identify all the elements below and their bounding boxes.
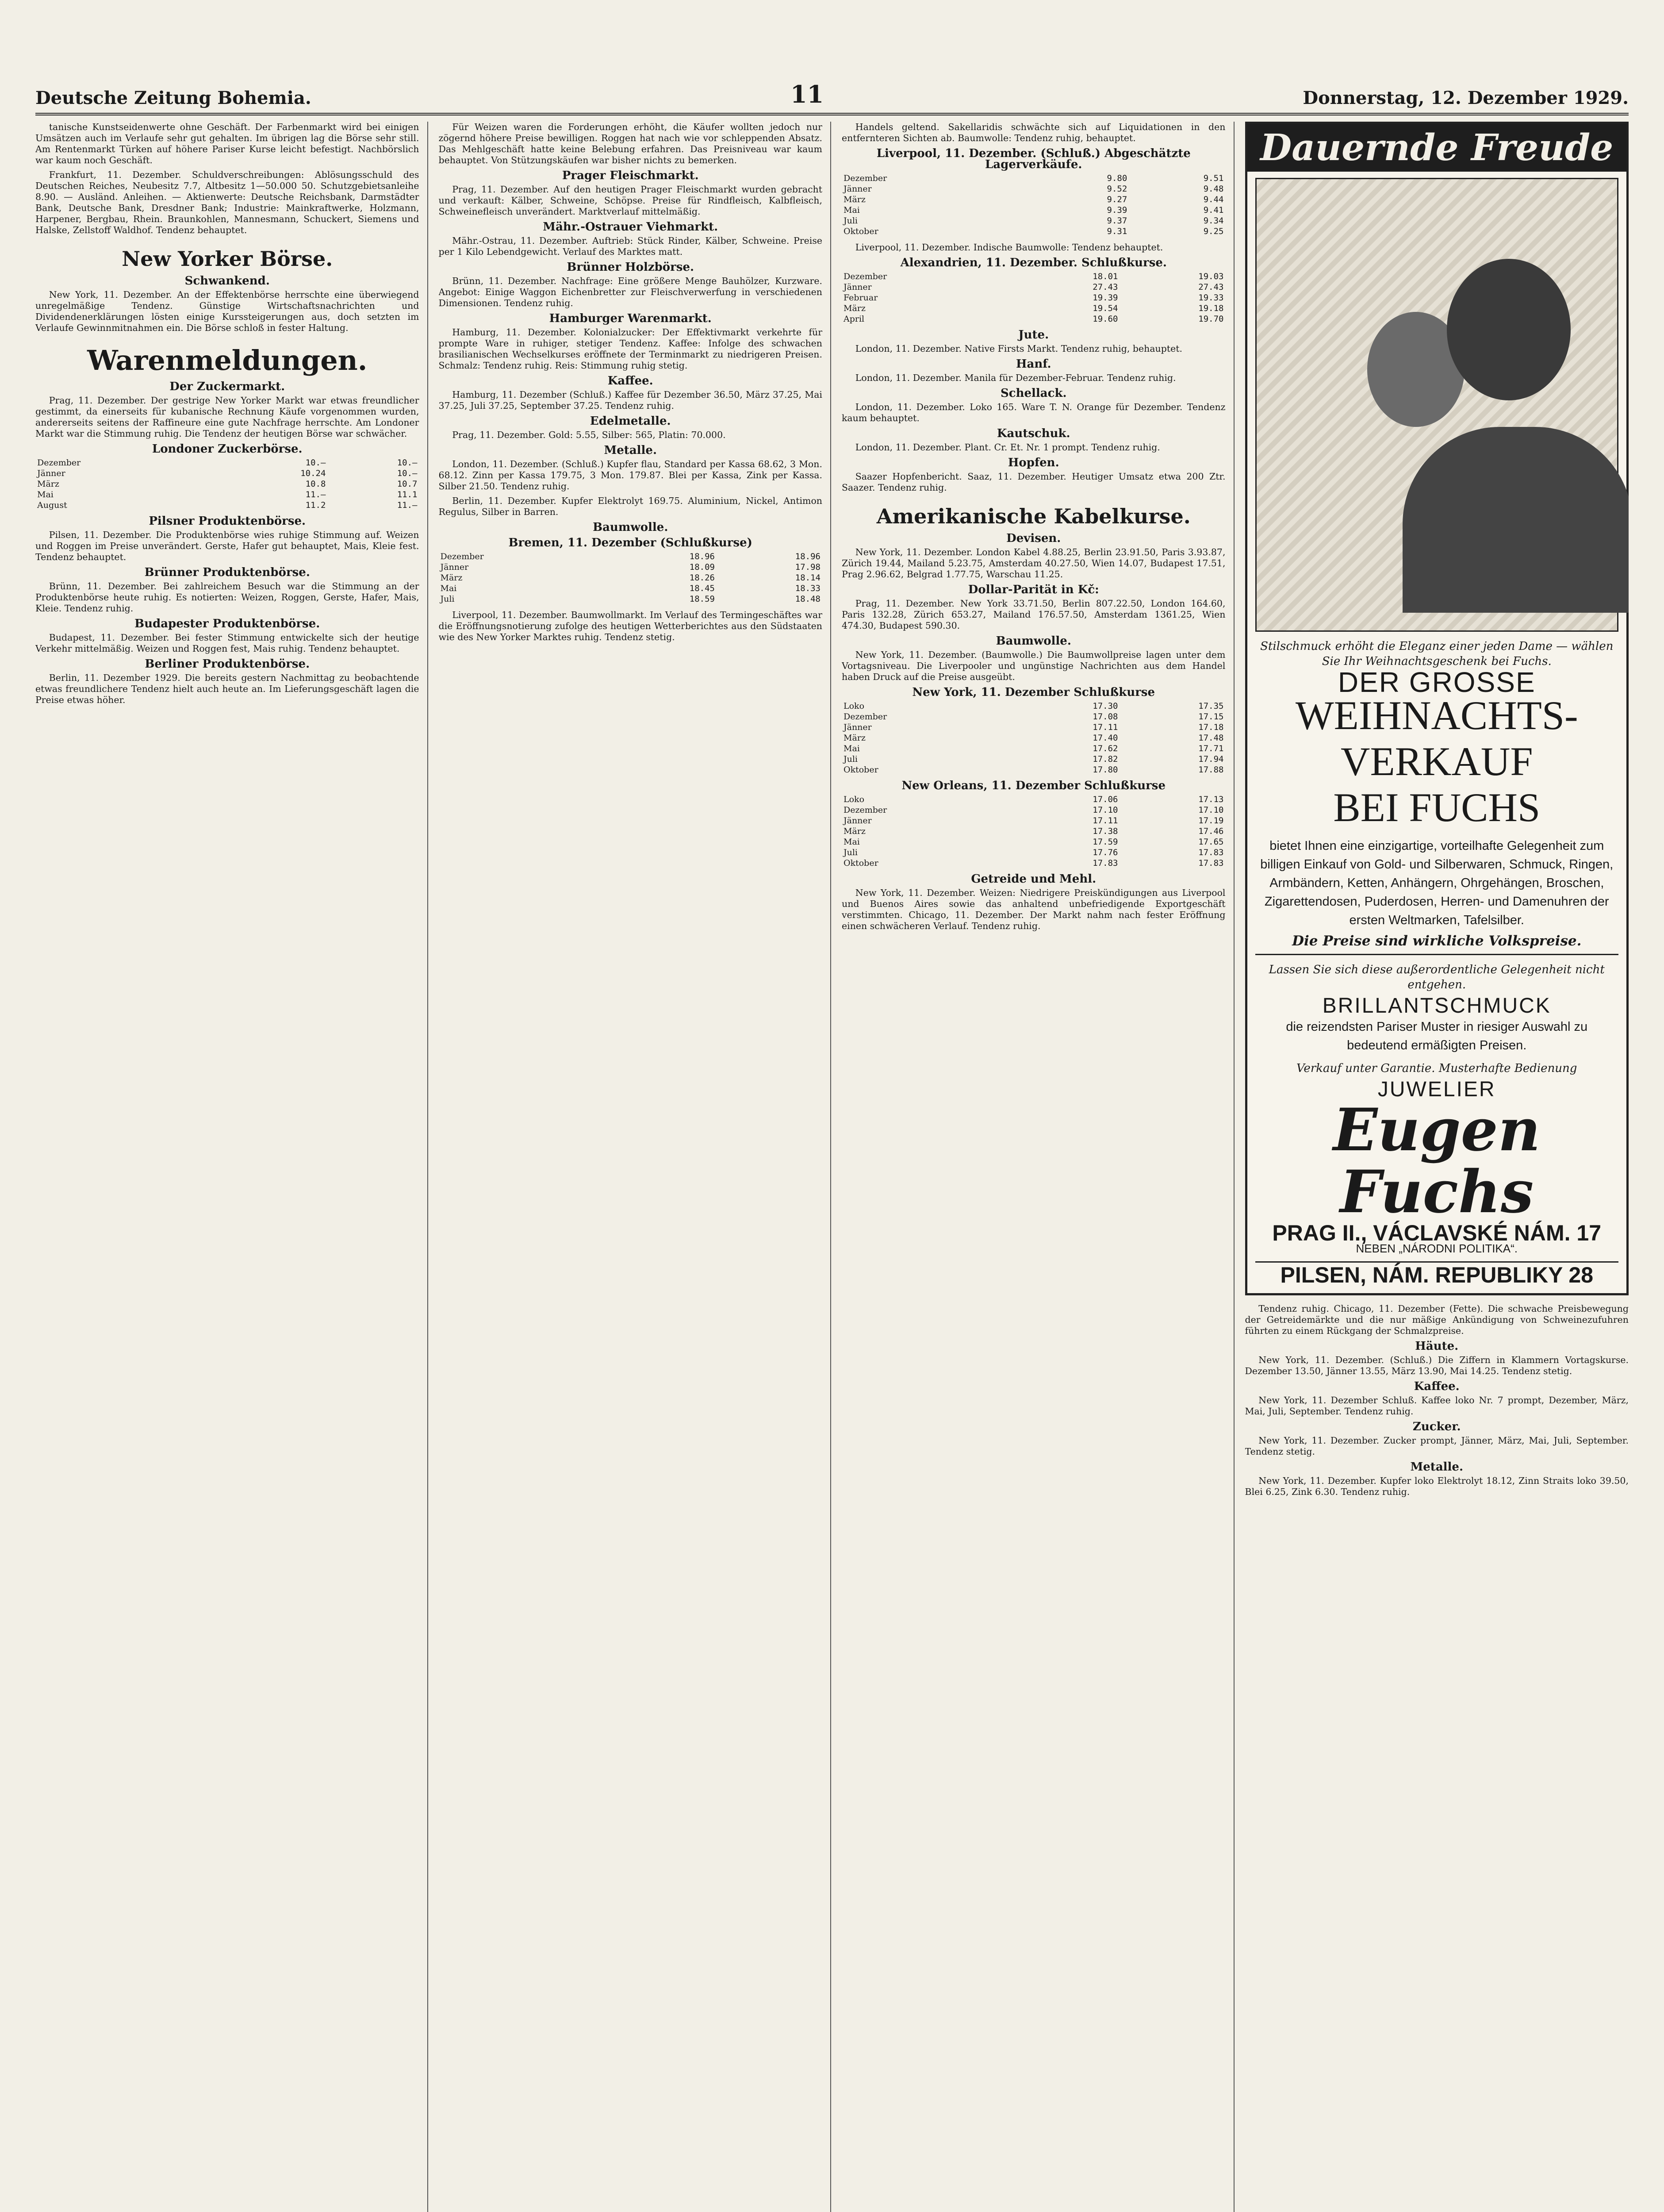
table-row (35, 500, 419, 511)
table-row (842, 837, 1226, 847)
columns (35, 122, 1629, 2212)
page-header (35, 82, 1629, 115)
subheading: Kaffee. (1414, 1380, 1460, 1393)
table-cell: 17.82 (1093, 754, 1118, 764)
table-cell: Mai (844, 837, 860, 847)
ad-body-text: Verkauf unter Garantie. Musterhafte Bedienung (1296, 1062, 1577, 1075)
table-cell: 17.83 (1198, 848, 1224, 857)
table-cell: 17.08 (1093, 712, 1118, 722)
table-cell: 17.38 (1093, 826, 1118, 836)
table-cell: Dezember (440, 552, 484, 561)
table-cell: Dezember (844, 173, 887, 183)
table-cell: 11.1 (397, 490, 418, 499)
table-cell: 17.83 (1198, 858, 1224, 868)
article-text: New York, 11. Dezember. Weizen: Niedrigere Preiskündigungen aus Liverpool und Buenos Aires sowie das anhaltend unbefriedigende Exportgeschäft verstimmten. Chicago, 11. Dezember. Der Markt nahm nach fester Eröffnung einen schwächeren Verlauf. Tendenz ruhig. (842, 887, 1226, 931)
subheading: Der Zuckermarkt. (169, 380, 285, 393)
article-text: Brünn, 11. Dezember. Bei zahlreichem Besuch war die Stimmung an der Produktenbörse heute ruhig. Es notierten: Weizen, Roggen, Gerste, Hafer, Mais, Kleie. Tendenz ruhig. (35, 581, 419, 614)
table-cell: März (37, 479, 59, 489)
article-text: Saazer Hopfenbericht. Saaz, 11. Dezember. Heutiger Umsatz etwa 200 Ztr. Saazer. Tendenz ruhig. (842, 471, 1226, 493)
table-cell: Juli (844, 848, 858, 857)
ad-headline: WEIHNACHTS- (1295, 693, 1578, 738)
subheading: Kautschuk. (997, 427, 1070, 440)
ad-logo: Eugen Fuchs (1333, 1096, 1541, 1226)
table-cell: 18.26 (689, 573, 715, 583)
article-text: Liverpool, 11. Dezember. Indische Baumwolle: Tendenz behauptet. (855, 242, 1163, 253)
table-cell: 17.83 (1093, 858, 1118, 868)
table-cell: 17.48 (1198, 733, 1224, 743)
article-text: Für Weizen waren die Forderungen erhöht, die Käufer wollten jedoch nur zögernd höhere Preise bewilligen. Roggen hat nach wie vor schleppenden Absatz. Das Mehlgeschäft hatte keine Belebung erfahren. Das Preisniveau war kaum behauptet. Von Stützungskäufen war bisher nichts zu bemerken. (438, 122, 822, 165)
article-text: London, 11. Dezember. Native Firsts Markt. Tendenz ruhig, behauptet. (855, 343, 1183, 354)
table-row (842, 215, 1226, 226)
table-row (842, 701, 1226, 711)
ad-headline: DER GROSSE (1338, 666, 1536, 698)
subheading: Zucker. (1412, 1420, 1461, 1433)
ad-headline: BEI FUCHS (1333, 785, 1541, 830)
table-cell: 27.43 (1198, 282, 1224, 292)
article-text: tanische Kunstseidenwerte ohne Geschäft. Der Farbenmarkt wird bei einigen Umsätzen auch im Verlaufe sehr gut gehalten. Im übrigen lag die Börse sehr still. Am Rentenmarkt Türken auf höhere Pariser Kurse leicht befestigt. Nachbörslich war kaum noch Geschäft. (35, 122, 419, 165)
subheading: Berliner Produktenbörse. (145, 657, 310, 671)
subheading: Pilsner Produktenbörse. (149, 515, 306, 528)
column-3 (842, 122, 1235, 2212)
table-cell: 17.98 (795, 562, 820, 572)
table-cell: Jänner (844, 282, 872, 292)
table-cell: 10.— (305, 458, 326, 468)
table-cell: 17.46 (1198, 826, 1224, 836)
table-cell: 19.54 (1093, 303, 1118, 313)
table-cell: 19.70 (1198, 314, 1224, 324)
article-text: Frankfurt, 11. Dezember. Schuldverschreibungen: Ablösungsschuld des Deutschen Reiches, Neubesitz 7.7, Altbesitz 1—50.000 50. Schutzgebietsanleihe 8.90. — Ausländ. Anleihen. — Aktienwerte: Deutsche Reichsbank, Darmstädter Bank, Deutsche Bank, Dresdner Bank; Industrie: Mainkraftwerke, Holzmann, Harpener, Bergbau, Rhein. Braunkohlen, Mannesmann, Schuckert, Siemens und Halske, Zellstoff Waldhof. Tendenz behauptet. (35, 169, 419, 235)
table-row (439, 562, 823, 572)
table-cell: 17.59 (1093, 837, 1118, 847)
table-title: New York, 11. Dezember Schlußkurse (912, 686, 1155, 699)
table-cell: 27.43 (1093, 282, 1118, 292)
article-text: Prag, 11. Dezember. Der gestrige New Yorker Markt war etwas freundlicher gestimmt, da einerseits für kubanische Rechnung Käufe vorgenommen wurden, andererseits seitens der Raffineure eine gute Nachfrage herrschte. Am Londoner Markt war die Stimmung ruhig. Die Tendenz der heutigen Börse war schwächer. (35, 395, 419, 439)
table-cell: Mai (844, 744, 860, 753)
table-cell: 18.48 (795, 594, 820, 604)
table-cell: 18.96 (689, 552, 715, 561)
table-cell: 19.39 (1093, 293, 1118, 303)
cotton-table (439, 551, 823, 604)
table-row (842, 205, 1226, 215)
article-text: Tendenz ruhig. Chicago, 11. Dezember (Fette). Die schwache Preisbewegung der Getreidemärkte und die nur mäßige Ankündigung von Schweinezufuhren führten zu einem Rückgang der Schmalzpreise. (1245, 1303, 1629, 1336)
table-cell: Oktober (844, 227, 878, 236)
table-cell: Dezember (844, 272, 887, 281)
subheading: Liverpool, 11. Dezember. (Schluß.) Abgeschätzte Lagerverkäufe. (876, 147, 1191, 171)
table-cell: 10.8 (305, 479, 326, 489)
table-cell: 17.13 (1198, 795, 1224, 804)
article-text: New York, 11. Dezember Schluß. Kaffee loko Nr. 7 prompt, Dezember, März, Mai, Juli, September. Tendenz ruhig. (1245, 1395, 1629, 1417)
article-text: Prag, 11. Dezember. Gold: 5.55, Silber: 565, Platin: 70.000. (452, 430, 726, 440)
table-row (842, 805, 1226, 815)
subheading: Metalle. (1410, 1460, 1464, 1474)
table-cell: 9.52 (1107, 184, 1127, 194)
table-row (842, 184, 1226, 194)
table-row (439, 572, 823, 583)
column-4 (1245, 122, 1629, 2212)
table-cell: 17.35 (1198, 701, 1224, 711)
table-cell: 9.80 (1107, 173, 1127, 183)
table-row (842, 764, 1226, 775)
subheading: Metalle. (604, 444, 657, 457)
table-cell: 10.24 (300, 469, 326, 478)
column-2 (439, 122, 832, 2212)
subheading: Brünner Produktenbörse. (144, 566, 310, 579)
table-row (842, 314, 1226, 324)
ad-caption: Stilschmuck erhöht die Eleganz einer jeden Dame — wählen Sie Ihr Weihnachtsgeschenk bei Fuchs. (1260, 640, 1614, 668)
section-heading: New Yorker Börse. (122, 247, 333, 271)
table-title: Bremen, 11. Dezember (Schlußkurse) (508, 536, 752, 549)
table-cell: Februar (844, 293, 878, 303)
illustration-figure (1447, 259, 1571, 400)
ad-subheadline: JUWELIER (1377, 1078, 1496, 1101)
table-cell: März (440, 573, 463, 583)
ad-address: PILSEN, NÁM. REPUBLIKY 28 (1280, 1263, 1594, 1287)
article-text: Prag, 11. Dezember. Auf den heutigen Prager Fleischmarkt wurden gebracht und verkauft: Kälber, Schweine, Schöpse. Preise für Rindfleisch, Kalbfleisch, Schweinefleisch unverändert. Marktverlauf mittelmäßig. (438, 184, 822, 217)
ad-body-text: bietet Ihnen eine einzigartige, vorteilhafte Gelegenheit zum billigen Einkauf von Gold- und Silberwaren, Schmuck, Ringen, Armbändern, Ketten, Anhängern, Ohrgehängen, Broschen, Zigarettendosen, Puderdosen, Herren- und Damenuhren der ersten Weltmarken, Tafelsilber. (1260, 839, 1614, 927)
table-cell: 17.65 (1198, 837, 1224, 847)
table-cell: 9.27 (1107, 195, 1127, 204)
subheading: Edelmetalle. (590, 415, 671, 428)
article-text: London, 11. Dezember. (Schluß.) Kupfer flau, Standard per Kassa 68.62, 3 Mon. 68.12. Zinn per Kassa 179.75, 3 Mon. 179.87. Blei per Kassa, Zink per Kassa. Silber 21.50. Tendenz ruhig. (438, 459, 822, 492)
article-text: Pilsen, 11. Dezember. Die Produktenbörse wies ruhige Stimmung auf. Weizen und Roggen im Preise unverändert. Gerste, Hafer gut behauptet, Mais, Kleie fest. Tendenz behauptet. (35, 530, 419, 562)
subheading: Häute. (1415, 1340, 1459, 1353)
article-text: Hamburg, 11. Dezember (Schluß.) Kaffee für Dezember 36.50, März 37.25, Mai 37.25, Juli 37.25, September 37.25. Tendenz ruhig. (438, 389, 822, 411)
table-cell: August (37, 500, 67, 510)
subheading: Brünner Holzbörse. (567, 261, 694, 274)
article-text: London, 11. Dezember. Plant. Cr. Et. Nr. 1 prompt. Tendenz ruhig. (855, 442, 1160, 453)
table-cell: Jänner (844, 816, 872, 826)
issue-date: Donnerstag, 12. Dezember 1929. (1303, 88, 1629, 108)
table-row (842, 303, 1226, 314)
subheading: Baumwolle. (593, 521, 668, 534)
table-title: New Orleans, 11. Dezember Schlußkurse (901, 779, 1166, 792)
table-row (842, 173, 1226, 184)
table-cell: 17.76 (1093, 848, 1118, 857)
sugar-table (35, 457, 419, 511)
table-cell: 17.15 (1198, 712, 1224, 722)
table-cell: Dezember (37, 458, 81, 468)
table-row (35, 479, 419, 489)
subheading: Hanf. (1016, 357, 1051, 371)
table-cell: 18.96 (795, 552, 820, 561)
table-row (842, 226, 1226, 237)
subheading: Baumwolle. (996, 634, 1071, 648)
article-text: Mähr.-Ostrau, 11. Dezember. Auftrieb: Stück Rinder, Kälber, Schweine. Preise per 1 Kilo Lebendgewicht. Verlauf des Marktes matt. (438, 235, 822, 257)
table-cell: 17.18 (1198, 722, 1224, 732)
table-cell: März (844, 195, 866, 204)
section-heading: Warenmeldungen. (87, 344, 368, 376)
table-cell: 9.51 (1203, 173, 1224, 183)
column-1 (35, 122, 428, 2212)
subheading: Prager Fleischmarkt. (562, 169, 699, 182)
table-row (842, 858, 1226, 868)
table-cell: 17.11 (1093, 722, 1118, 732)
article-text: Handels geltend. Sakellaridis schwächte sich auf Liquidationen in den entfernteren Sichten ab. Baumwolle: Tendenz ruhig, behauptet. (842, 122, 1226, 143)
table-cell: 17.80 (1093, 765, 1118, 775)
article-text: Berlin, 11. Dezember. Kupfer Elektrolyt 169.75. Aluminium, Nickel, Antimon Regulus, Silber in Barren. (438, 495, 822, 517)
ad-illustration (1255, 178, 1619, 632)
ad-body-text: die reizendsten Pariser Muster in riesiger Auswahl zu bedeutend ermäßigten Preisen. (1286, 1020, 1588, 1052)
table-cell: 11.— (397, 500, 418, 510)
table-cell: 19.33 (1198, 293, 1224, 303)
article-text: London, 11. Dezember. Manila für Dezember-Februar. Tendenz ruhig. (855, 373, 1176, 383)
table-cell: Dezember (844, 712, 887, 722)
table-cell: 9.44 (1203, 195, 1224, 204)
table-row (842, 794, 1226, 805)
table-cell: Dezember (844, 805, 887, 815)
table-cell: Jänner (844, 722, 872, 732)
table-row (439, 594, 823, 604)
table-row (842, 815, 1226, 826)
illustration-figure (1403, 427, 1629, 613)
table-cell: Oktober (844, 858, 878, 868)
ad-address: PRAG II., VÁCLAVSKÉ NÁM. 17 (1272, 1221, 1602, 1245)
table-row (842, 711, 1226, 722)
subheading: Getreide und Mehl. (971, 872, 1097, 886)
ad-slogan: Die Preise sind wirkliche Volkspreise. (1292, 933, 1582, 949)
table-cell: 17.11 (1093, 816, 1118, 826)
article-text: Liverpool, 11. Dezember. Baumwollmarkt. Im Verlauf des Termingeschäftes war die Eröffnungsnotierung zufolge des heutigen Wetterberichtes aus den Südstaaten wie des New Yorker Marktes ruhig. Tendenz stetig. (438, 610, 822, 642)
table-cell: 17.88 (1198, 765, 1224, 775)
table-cell: 17.71 (1198, 744, 1224, 753)
ad-script-title: Dauernde Freude (1247, 124, 1627, 172)
table-cell: 17.30 (1093, 701, 1118, 711)
page-number: 11 (790, 80, 824, 108)
subheading: Schwankend. (184, 274, 270, 288)
subheading: Jute. (1018, 328, 1049, 342)
divider (1255, 954, 1619, 955)
table-row (439, 583, 823, 594)
table-cell: 9.34 (1203, 216, 1224, 226)
article-text: New York, 11. Dezember. London Kabel 4.88.25, Berlin 23.91.50, Paris 3.93.87, Zürich 19.44, Mailand 5.23.75, Amsterdam 40.27.50, Wien 14.07, Budapest 17.51, Prag 2.96.62, Belgrad 1.77.75, Warschau 11.25. (842, 547, 1226, 580)
table-cell: 17.40 (1093, 733, 1118, 743)
table-row (35, 468, 419, 479)
ad-body-text: Lassen Sie sich diese außerordentliche Gelegenheit nicht entgehen. (1269, 963, 1605, 991)
table-cell: 18.59 (689, 594, 715, 604)
article-text: London, 11. Dezember. Loko 165. Ware T. N. Orange für Dezember. Tendenz kaum behauptet. (842, 402, 1226, 423)
table-row (35, 489, 419, 500)
article-text: New York, 11. Dezember. Zucker prompt, Jänner, März, Mai, Juli, September. Tendenz stetig. (1245, 1435, 1629, 1457)
table-cell: 17.62 (1093, 744, 1118, 753)
table-cell: 17.10 (1093, 805, 1118, 815)
table-cell: 10.— (397, 458, 418, 468)
table-cell: 9.41 (1203, 205, 1224, 215)
table-cell: 17.19 (1198, 816, 1224, 826)
subheading: Mähr.-Ostrauer Viehmarkt. (543, 220, 718, 234)
article-text: Hamburg, 11. Dezember. Kolonialzucker: Der Effektivmarkt verkehrte für prompte Ware in ruhiger, stetiger Tendenz. Kaffee: Infolge des schwachen brasilianischen Wechselkurses eröffnete der Terminmarkt zu niedrigeren Preisen. Schmalz: Tendenz ruhig. Reis: Stimmung ruhig stetig. (438, 327, 822, 371)
table-row (842, 847, 1226, 858)
table-cell: Mai (844, 205, 860, 215)
table-cell: Mai (440, 584, 457, 593)
subheading: Devisen. (1006, 532, 1061, 545)
article-text: Berlin, 11. Dezember 1929. Die bereits gestern Nachmittag zu beobachtende etwas freundlichere Tendenz hielt auch heute an. Im Lieferungsgeschäft lagen die Preise etwas höher. (35, 672, 419, 705)
jeweler-advertisement (1245, 122, 1629, 1295)
table-cell: März (844, 303, 866, 313)
table-row (842, 743, 1226, 754)
table-cell: 11.— (305, 490, 326, 499)
table-row (842, 194, 1226, 205)
ad-address-note: NEBEN „NÁRODNI POLITIKA“. (1356, 1242, 1518, 1255)
table-cell: Juli (844, 754, 858, 764)
table-row (842, 282, 1226, 292)
table-row (842, 722, 1226, 733)
table-cell: 9.39 (1107, 205, 1127, 215)
article-text: New York, 11. Dezember. Kupfer loko Elektrolyt 18.12, Zinn Straits loko 39.50, Blei 6.25, Zink 6.30. Tendenz ruhig. (1245, 1475, 1629, 1497)
ad-headline: VERKAUF (1341, 739, 1533, 784)
subheading: Hamburger Warenmarkt. (549, 312, 712, 325)
table-cell: 17.94 (1198, 754, 1224, 764)
liverpool-table (842, 173, 1226, 237)
section-heading: Amerikanische Kabelkurse. (876, 504, 1191, 528)
subheading: Schellack. (1000, 387, 1067, 400)
subheading: Alexandrien, 11. Dezember. Schlußkurse. (900, 256, 1167, 269)
table-cell: 11.2 (305, 500, 326, 510)
table-cell: 18.14 (795, 573, 820, 583)
table-cell: April (844, 314, 865, 324)
article-text: New York, 11. Dezember. (Schluß.) Die Ziffern in Klammern Vortagskurse. Dezember 13.50, Jänner 13.55, März 13.90, Mai 14.25. Tendenz stetig. (1245, 1355, 1629, 1376)
subheading: Kaffee. (607, 374, 653, 388)
table-cell: 18.01 (1093, 272, 1118, 281)
table-cell: Juli (844, 216, 858, 226)
table-row (842, 271, 1226, 282)
subheading: Hopfen. (1008, 456, 1059, 469)
newyork-cotton-table (842, 701, 1226, 775)
subheading: Dollar-Parität in Kč: (968, 583, 1099, 596)
table-cell: Mai (37, 490, 54, 499)
table-row (35, 457, 419, 468)
table-cell: Oktober (844, 765, 878, 775)
table-cell: 9.48 (1203, 184, 1224, 194)
table-cell: Jänner (37, 469, 65, 478)
table-row (842, 733, 1226, 743)
table-cell: 19.18 (1198, 303, 1224, 313)
article-text: Budapest, 11. Dezember. Bei fester Stimmung entwickelte sich der heutige Verkehr mittelmäßig. Weizen und Roggen fest, Mais ruhig. Tendenz behauptet. (35, 632, 419, 654)
article-text: Prag, 11. Dezember. New York 33.71.50, Berlin 807.22.50, London 164.60, Paris 132.28, Zürich 653.27, Mailand 176.57.50, Amsterdam 1361.25, Wien 474.30, Budapest 590.30. (842, 598, 1226, 631)
table-cell: Loko (844, 795, 865, 804)
table-cell: 9.25 (1203, 227, 1224, 236)
table-row (842, 826, 1226, 837)
table-cell: 9.37 (1107, 216, 1127, 226)
masthead: Deutsche Zeitung Bohemia. (35, 88, 311, 108)
table-cell: 9.31 (1107, 227, 1127, 236)
table-cell: 10.7 (397, 479, 418, 489)
table-cell: 17.10 (1198, 805, 1224, 815)
table-cell: 18.33 (795, 584, 820, 593)
table-cell: 18.09 (689, 562, 715, 572)
table-cell: Juli (440, 594, 455, 604)
table-row (842, 754, 1226, 764)
table-cell: 19.03 (1198, 272, 1224, 281)
alexandria-table (842, 271, 1226, 324)
neworleans-cotton-table (842, 794, 1226, 868)
table-cell: März (844, 826, 866, 836)
table-cell: Loko (844, 701, 865, 711)
article-text: New York, 11. Dezember. An der Effektenbörse herrschte eine überwiegend unregelmäßige Tendenz. Günstige Wirtschaftsnachrichten und Dividendenerklärungen lösten einige Kurssteigerungen aus, doch setzten im Verlaufe Gewinnmitnahmen ein. Die Börse schloß in fester Haltung. (35, 289, 419, 333)
table-row (439, 551, 823, 562)
subheading: Budapester Produktenbörse. (134, 617, 320, 630)
ad-subheadline: BRILLANTSCHMUCK (1322, 994, 1551, 1018)
table-cell: Jänner (844, 184, 872, 194)
table-cell: März (844, 733, 866, 743)
table-cell: 17.06 (1093, 795, 1118, 804)
table-cell: Jänner (440, 562, 469, 572)
article-text: New York, 11. Dezember. (Baumwolle.) Die Baumwollpreise lagen unter dem Vortagsniveau. Die Liverpooler und ungünstige Nachrichten aus dem Handel haben Druck auf die Preise ausgeübt. (842, 649, 1226, 682)
article-text: Brünn, 11. Dezember. Nachfrage: Eine größere Menge Bauhölzer, Kurzware. Angebot: Einige Waggon Eichenbretter zur Fleischverwerfung in verschiedenen Dimensionen. Tendenz ruhig. (438, 276, 822, 308)
subheading: Londoner Zuckerbörse. (152, 442, 303, 456)
table-cell: 10.— (397, 469, 418, 478)
table-cell: 18.45 (689, 584, 715, 593)
table-row (842, 292, 1226, 303)
table-cell: 19.60 (1093, 314, 1118, 324)
